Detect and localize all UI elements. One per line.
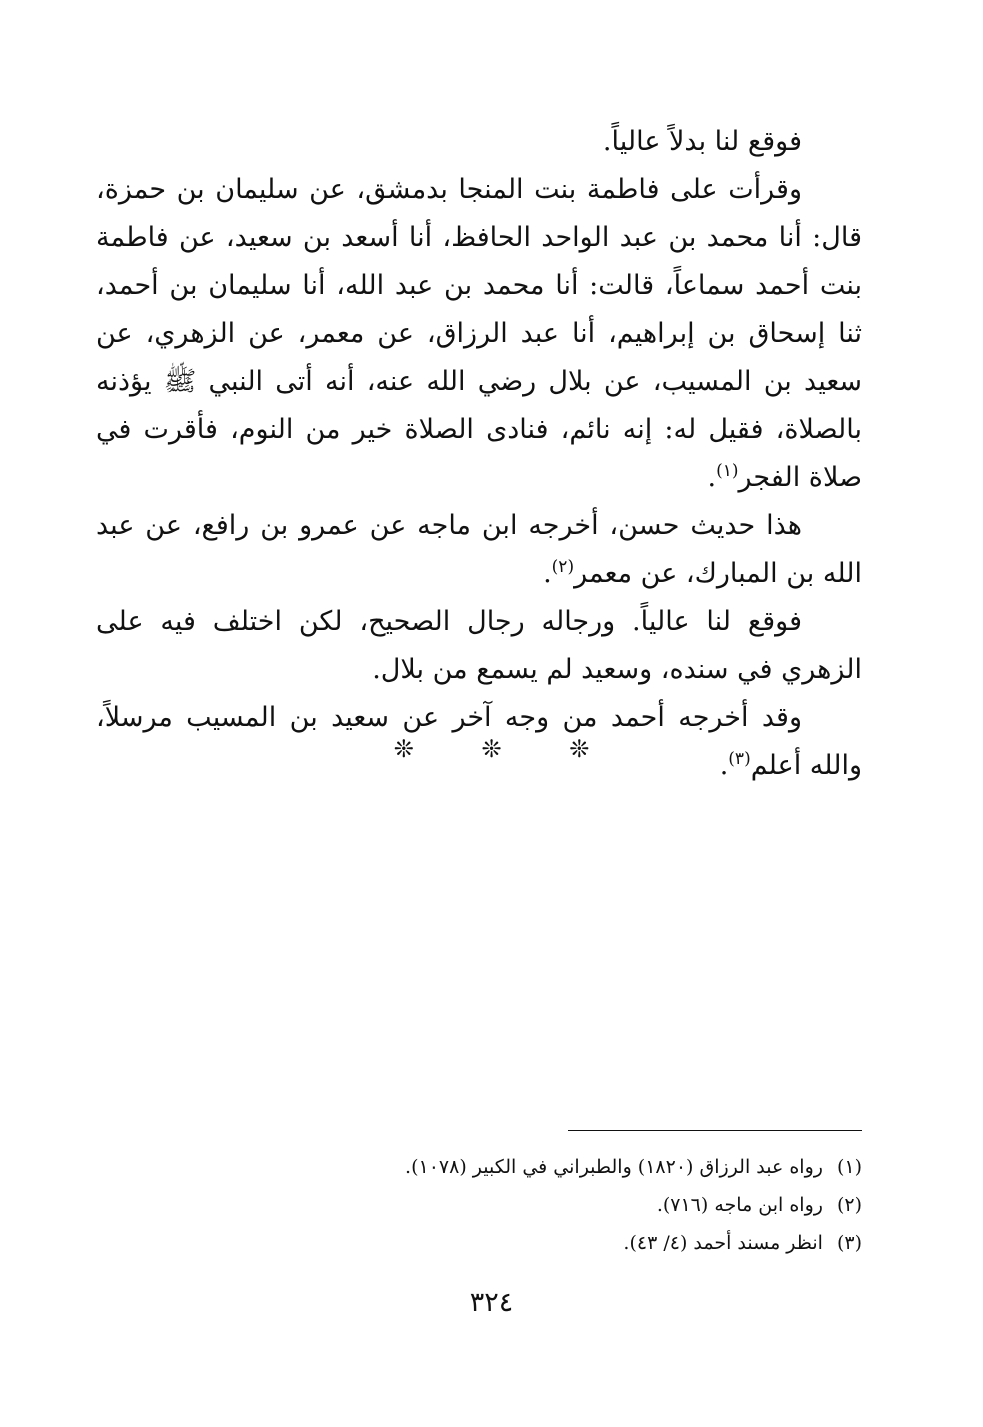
paragraph-4 xyxy=(96,598,862,694)
paragraph-2-text: وقرأت على فاطمة بنت المنجا بدمشق، عن سليمان بن حمزة، قال: أنا محمد بن عبد الواحد الحافظ، أنا أسعد بن سعيد، عن فاطمة بنت أحمد سماعاً، قالت: أنا محمد بن عبد الله، أنا سليمان بن أحمد، ثنا إسحاق بن إبراهيم، أنا عبد الرزاق، عن معمر، عن الزهري، عن سعيد بن المسيب، عن بلال رضي الله عنه، أنه أتى النبي ﷺ يؤذنه بالصلاة، فقيل له: إنه نائم، فنادى الصلاة خير من النوم، فأقرت في صلاة الفجر xyxy=(96,174,862,493)
paragraph-2-tail: . xyxy=(707,462,717,493)
footnote-3-text: انظر مسند أحمد (٤/ ٤٣). xyxy=(623,1232,823,1254)
asterism-icon: ❊ xyxy=(393,735,414,763)
main-text xyxy=(96,118,862,790)
asterism-icon: ❊ xyxy=(481,735,502,763)
paragraph-1-text: فوقع لنا بدلاً عالياً. xyxy=(602,126,802,157)
paragraph-1 xyxy=(96,118,862,166)
paragraph-2 xyxy=(96,166,862,502)
footnote-2-text: رواه ابن ماجه (٧١٦). xyxy=(656,1194,823,1216)
footnote-2-number: (٢) xyxy=(836,1194,862,1216)
footnote-separator xyxy=(568,1130,862,1131)
footnote-ref-1: (١) xyxy=(716,461,739,481)
footnote-ref-3: (٣) xyxy=(728,749,751,769)
footnote-3 xyxy=(360,1224,862,1262)
asterism-icon: ❊ xyxy=(569,735,590,763)
footnote-1 xyxy=(360,1148,862,1186)
paragraph-5-tail: . xyxy=(719,750,729,781)
footnote-ref-2: (٢) xyxy=(551,557,575,577)
footnote-2 xyxy=(360,1186,862,1224)
section-divider xyxy=(0,735,983,763)
paragraph-3 xyxy=(96,502,862,598)
footnote-1-text: رواه عبد الرزاق (١٨٢٠) والطبراني في الكبير (١٠٧٨). xyxy=(405,1156,823,1178)
footnotes xyxy=(360,1148,862,1262)
footnote-3-number: (٣) xyxy=(836,1232,862,1254)
footnote-1-number: (١) xyxy=(836,1156,862,1178)
paragraph-4-text: فوقع لنا عالياً. ورجاله رجال الصحيح، لكن اختلف فيه على الزهري في سنده، وسعيد لم يسمع من بلال. xyxy=(96,606,862,685)
paragraph-3-tail: . xyxy=(543,558,552,589)
page-number: ٣٢٤ xyxy=(469,1287,514,1318)
paragraph-5-text: وقد أخرجه أحمد من وجه آخر عن سعيد بن المسيب مرسلاً، والله أعلم xyxy=(96,702,862,781)
paragraph-3-text: هذا حديث حسن، أخرجه ابن ماجه عن عمرو بن رافع، عن عبد الله بن المبارك، عن معمر xyxy=(96,510,862,589)
